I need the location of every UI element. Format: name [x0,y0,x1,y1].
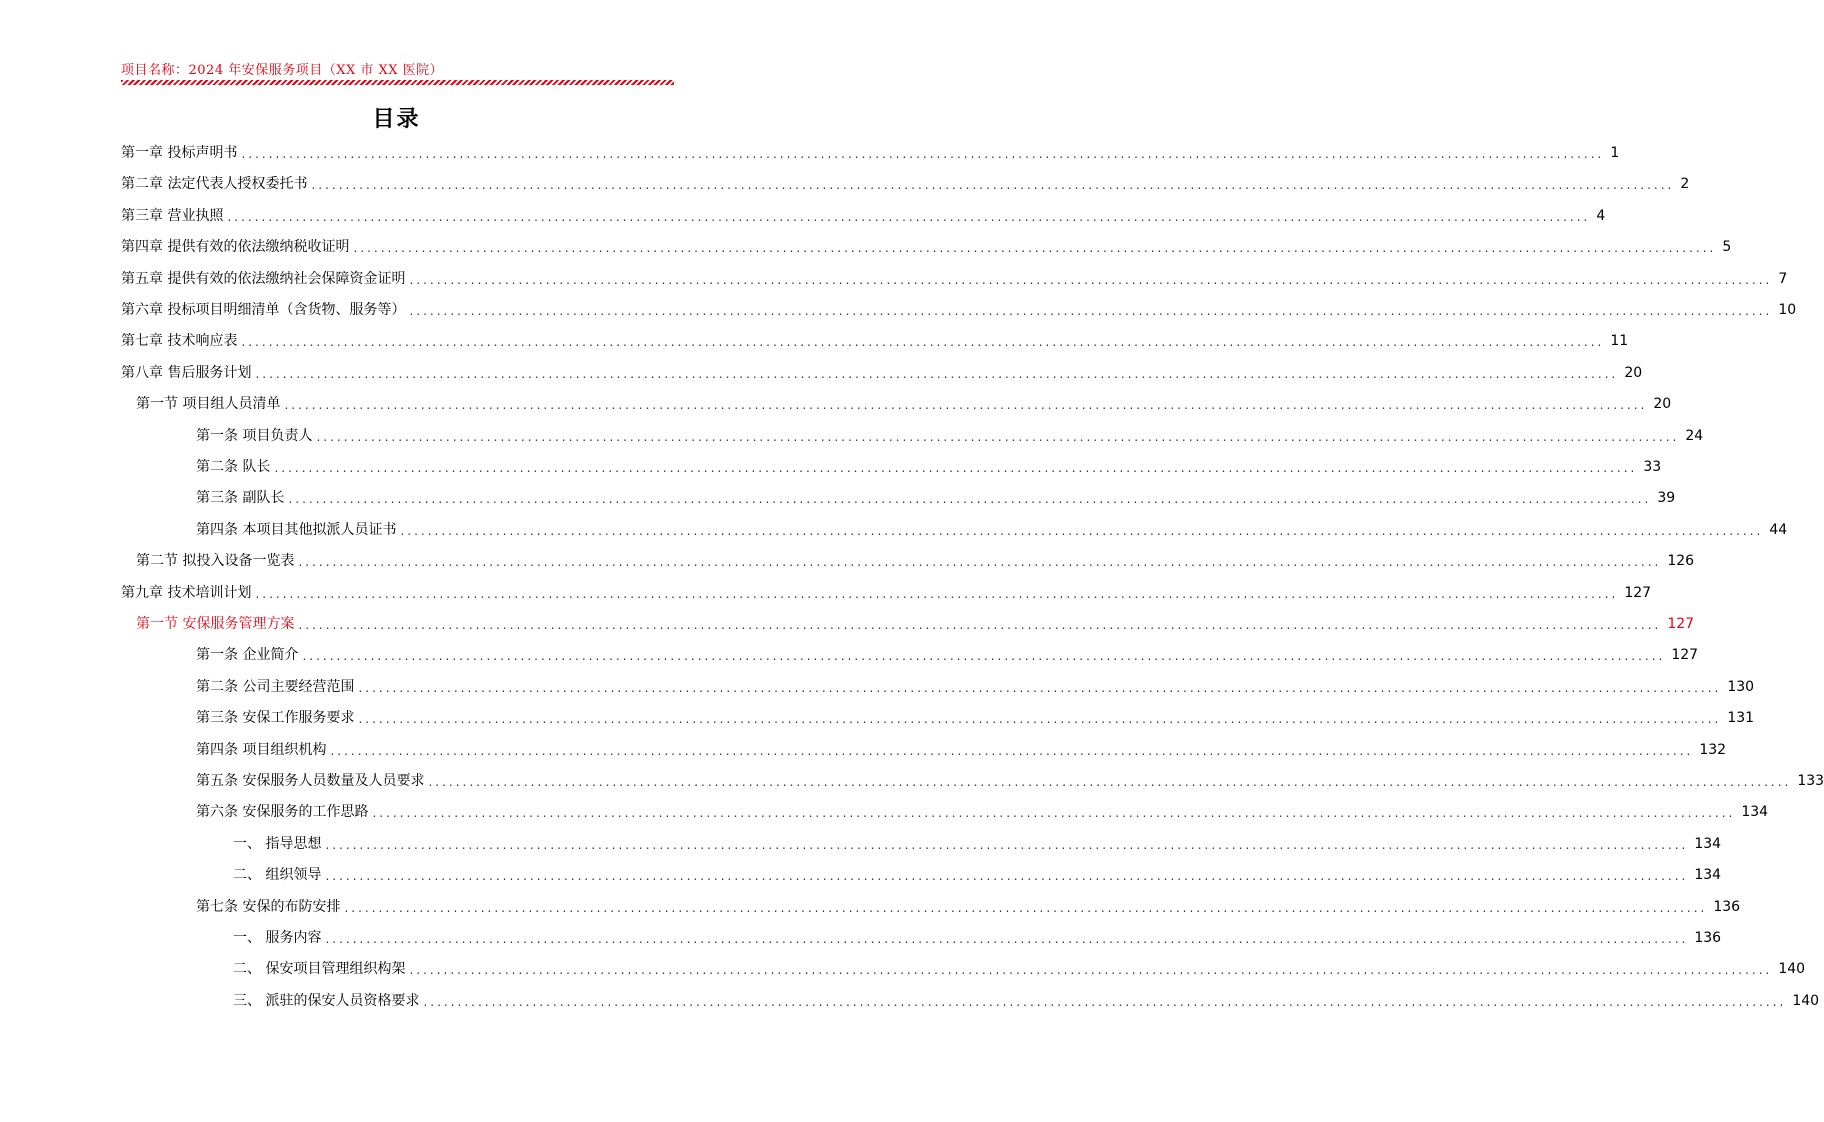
toc-entry-label: 二、 组织领导 [233,867,322,884]
toc-leader-dots: ........................................................................................................................................................................................................ [409,304,1773,318]
toc-entry[interactable] [196,424,1704,448]
toc-leader-dots: ........................................................................................................................................................................................................ [428,775,1792,789]
toc-page-number: 20 [1653,396,1672,413]
toc-entry[interactable] [121,298,1797,322]
toc-entry-label: 第二条 队长 [196,459,271,475]
toc-page-number: 140 [1778,961,1806,978]
toc-entry[interactable] [196,675,1755,699]
toc-leader-dots: ........................................................................................................................................................................................................ [284,398,1648,413]
toc-entry[interactable] [196,769,1824,793]
toc-leader-dots: ........................................................................................................................................................................................................ [423,994,1787,1009]
toc-entry[interactable] [121,267,1788,291]
toc-leader-dots: ........................................................................................................................................................................................................ [325,932,1689,946]
toc-entry[interactable] [121,235,1732,259]
toc-leader-dots: ........................................................................................................................................................................................................ [255,586,1619,601]
toc-entry-label: 第九章 技术培训计划 [121,584,252,601]
toc-entry-label: 一、 指导思想 [233,835,322,852]
toc-entry[interactable] [121,141,1620,165]
toc-entry[interactable] [233,863,1722,887]
toc-leader-dots: ........................................................................................................................................................................................................ [358,712,1722,727]
toc-entry[interactable] [196,800,1769,824]
toc-page-number: 5 [1722,239,1732,256]
toc-page-number: 4 [1596,207,1606,224]
toc-page-number: 7 [1778,270,1788,287]
toc-entry-label: 二、 保安项目管理组织构架 [233,961,406,978]
toc-entry[interactable] [196,518,1788,542]
toc-page-number: 20 [1624,364,1643,381]
toc-leader-dots: ........................................................................................................................................................................................................ [358,680,1722,695]
toc-entry[interactable] [136,612,1695,636]
toc-entry-label: 第五条 安保服务人员数量及人员要求 [196,773,425,789]
toc-page-number: 130 [1727,678,1755,695]
toc-leader-dots: ........................................................................................................................................................................................................ [316,429,1680,444]
toc-page-number: 134 [1741,804,1769,821]
toc-page-number: 2 [1680,176,1690,193]
toc-leader-dots: ........................................................................................................................................................................................................ [311,178,1675,193]
toc-entry-label: 第一节 项目组人员清单 [136,396,281,413]
toc-leader-dots: ........................................................................................................................................................................................................ [302,649,1666,664]
toc-entry-label: 第四章 提供有效的依法缴纳税收证明 [121,239,350,256]
toc-page-number: 136 [1713,898,1741,915]
toc-entry[interactable] [196,738,1727,762]
toc-entry[interactable] [121,581,1652,605]
toc-entry-label: 第六章 投标项目明细清单（含货物、服务等） [121,302,406,318]
toc-entry[interactable] [233,832,1722,856]
toc-entry[interactable] [121,329,1629,353]
toc-page-number: 131 [1727,710,1755,727]
toc-leader-dots: ........................................................................................................................................................................................................ [325,869,1689,884]
toc-page-number: 39 [1657,490,1676,507]
toc-page-number: 44 [1769,521,1788,538]
toc-entry-label: 第二节 拟投入设备一览表 [136,553,295,570]
toc-entry[interactable] [121,361,1643,385]
toc-page-number: 24 [1685,427,1704,444]
toc-leader-dots: ........................................................................................................................................................................................................ [353,241,1717,256]
toc-entry-label: 第二章 法定代表人授权委托书 [121,176,308,193]
toc-page-number: 127 [1671,647,1699,664]
toc-leader-dots: ........................................................................................................................................................................................................ [400,523,1764,538]
toc-leader-dots: ........................................................................................................................................................................................................ [255,366,1619,381]
toc-page-number: 33 [1643,459,1662,475]
toc-entry-label: 第七章 技术响应表 [121,333,238,350]
toc-entry-label: 第三条 副队长 [196,490,285,507]
toc-leader-dots: ........................................................................................................................................................................................................ [298,555,1662,570]
toc-leader-dots: ........................................................................................................................................................................................................ [325,837,1689,852]
toc-entry[interactable] [121,204,1606,228]
toc-entry[interactable] [233,957,1806,981]
toc-page-number: 133 [1797,773,1824,789]
toc-page-number: 1 [1610,145,1620,161]
toc-entry[interactable] [233,989,1820,1013]
header-divider [121,80,674,85]
toc-entry-label: 第二条 公司主要经营范围 [196,678,355,695]
toc-entry-label: 第六条 安保服务的工作思路 [196,804,369,821]
document-header: 项目名称：2024 年安保服务项目（XX 市 XX 医院） [121,63,444,78]
toc-page-number: 132 [1699,741,1727,758]
toc-entry[interactable] [196,895,1741,919]
toc-entry-label: 第四条 项目组织机构 [196,741,327,758]
toc-leader-dots: ........................................................................................................................................................................................................ [241,335,1605,350]
toc-leader-dots: ........................................................................................................................................................................................................ [288,492,1652,507]
toc-leader-dots: ........................................................................................................................................................................................................ [344,900,1708,915]
toc-entry[interactable] [196,706,1755,730]
toc-entry-label: 第五章 提供有效的依法缴纳社会保障资金证明 [121,270,406,287]
toc-entry[interactable] [196,486,1676,510]
toc-leader-dots: ........................................................................................................................................................................................................ [227,209,1591,224]
toc-page-number: 11 [1610,333,1629,350]
toc-leader-dots: ........................................................................................................................................................................................................ [274,461,1638,475]
toc-page-number: 140 [1792,992,1820,1009]
toc-leader-dots: ........................................................................................................................................................................................................ [409,272,1773,287]
toc-entry-label: 第一条 企业简介 [196,647,299,664]
toc-entry-label: 第三章 营业执照 [121,207,224,224]
page-title: 目录 [372,107,421,132]
toc-leader-dots: ........................................................................................................................................................................................................ [409,963,1773,978]
toc-leader-dots: ........................................................................................................................................................................................................ [330,743,1694,758]
toc-entry[interactable] [196,455,1662,479]
toc-leader-dots: ........................................................................................................................................................................................................ [372,806,1736,821]
toc-entry-label: 第三条 安保工作服务要求 [196,710,355,727]
toc-leader-dots: ........................................................................................................................................................................................................ [241,147,1605,161]
toc-page-number: 127 [1667,616,1695,632]
toc-page-number: 136 [1694,930,1722,946]
toc-entry-label: 第一节 安保服务管理方案 [136,616,295,632]
toc-entry[interactable] [233,926,1722,950]
toc-entry[interactable] [136,392,1672,416]
toc-leader-dots: ........................................................................................................................................................................................................ [298,618,1662,632]
toc-entry-label: 第八章 售后服务计划 [121,364,252,381]
toc-page-number: 126 [1667,553,1695,570]
toc-page-number: 134 [1694,867,1722,884]
toc-entry-label: 第七条 安保的布防安排 [196,898,341,915]
toc-entry-label: 第四条 本项目其他拟派人员证书 [196,521,397,538]
toc-entry[interactable] [136,549,1695,573]
toc-entry-label: 一、 服务内容 [233,930,322,946]
toc-entry[interactable] [121,172,1690,196]
toc-page-number: 127 [1624,584,1652,601]
toc-entry-label: 第一条 项目负责人 [196,427,313,444]
toc-page-number: 10 [1778,302,1797,318]
toc-page-number: 134 [1694,835,1722,852]
toc-entry[interactable] [196,643,1699,667]
toc-entry-label: 第一章 投标声明书 [121,145,238,161]
toc-entry-label: 三、 派驻的保安人员资格要求 [233,992,420,1009]
